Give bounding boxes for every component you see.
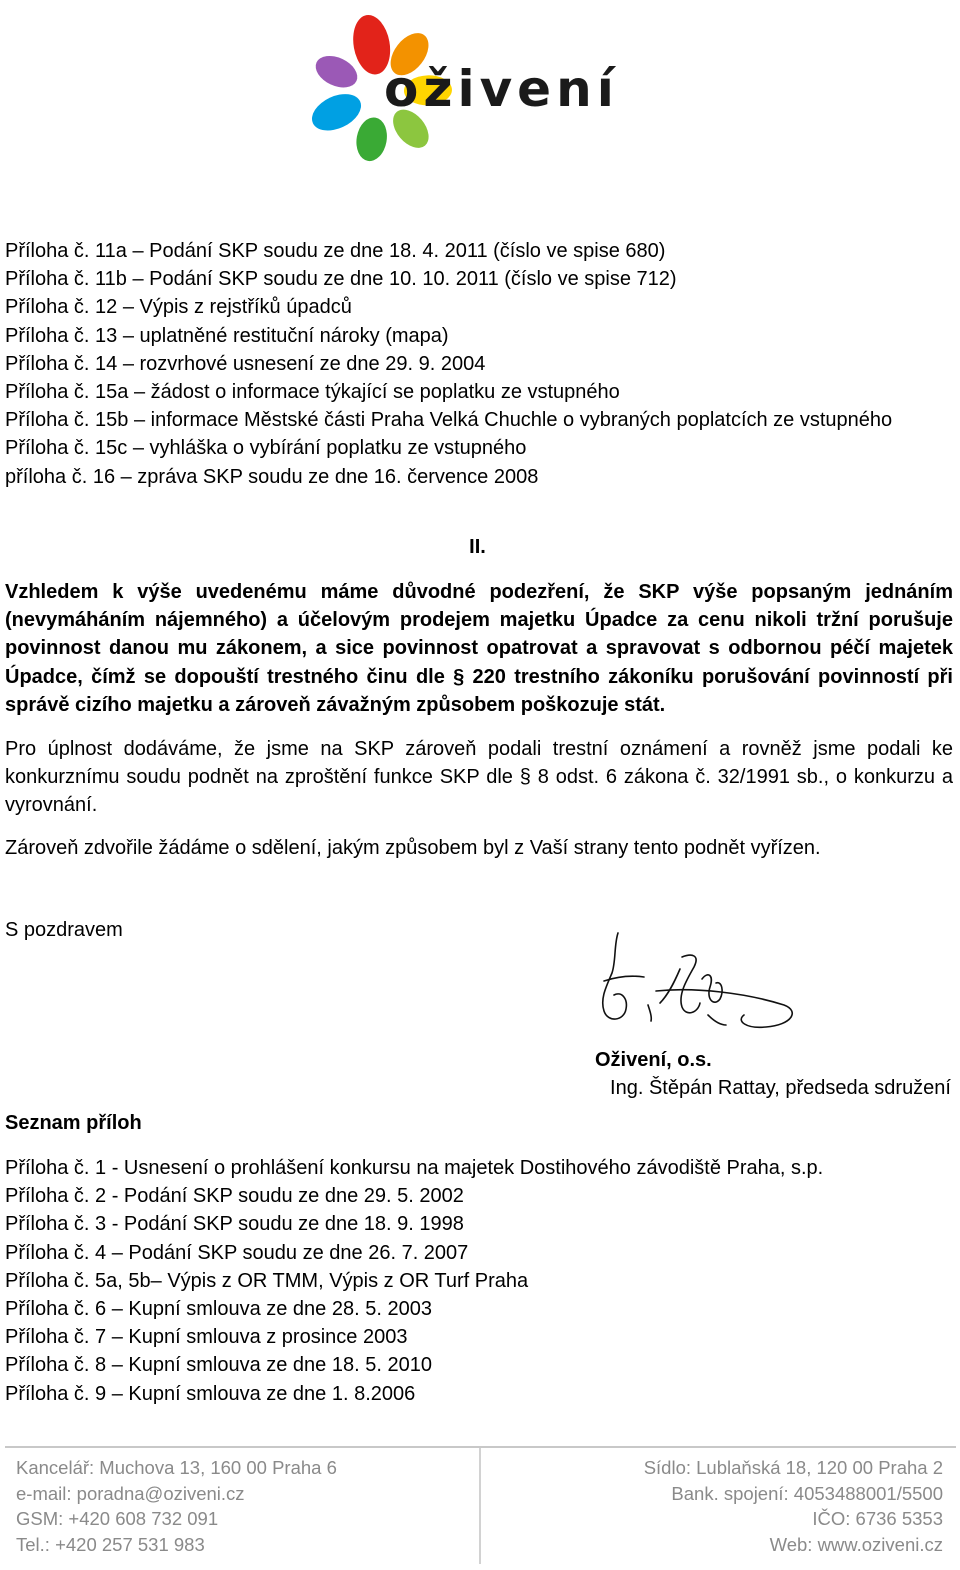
logo-wordmark: oživení (384, 60, 619, 118)
list-item: Příloha č. 7 – Kupní smlouva z prosince 2003 (5, 1326, 408, 1349)
list-item: Příloha č. 15c – vyhláška o vybírání poplatku ze vstupného (5, 437, 527, 460)
list-item: Příloha č. 8 – Kupní smlouva ze dne 18. 5. 2010 (5, 1354, 432, 1377)
list-item: Příloha č. 15a – žádost o informace týkající se poplatku ze vstupného (5, 380, 620, 403)
footer-bank-account: Bank. spojení: 4053488001/5500 (671, 1482, 943, 1504)
footer-web: Web: www.oziveni.cz (769, 1533, 943, 1555)
footer-office-address: Kancelář: Muchova 13, 160 00 Praha 6 (16, 1457, 337, 1478)
footer-ico: IČO: 6736 5353 (812, 1508, 943, 1529)
appendix-list-top (5, 237, 892, 491)
list-item: Příloha č. 11b – Podání SKP soudu ze dne 10. 10. 2011 (číslo ve spise 712) (5, 268, 677, 291)
list-item: Příloha č. 6 – Kupní smlouva ze dne 28. 5. 2003 (5, 1297, 432, 1320)
organization-name: Oživení, o.s. (595, 1049, 712, 1071)
footer-seat-address: Sídlo: Lublaňská 18, 120 00 Praha 2 (643, 1457, 943, 1478)
list-item: Příloha č. 12 – Výpis z rejstříků úpadců (5, 296, 352, 319)
list-item: Příloha č. 9 – Kupní smlouva ze dne 1. 8.2006 (5, 1382, 416, 1405)
footer-phone: Tel.: +420 257 531 983 (16, 1533, 205, 1555)
petal-darkgreen (353, 115, 390, 164)
greeting: S pozdravem (5, 919, 123, 941)
paragraph-request: Zároveň zdvořile žádáme o sdělení, jakým způsobem byl z Vaší strany tento podnět vyřízen. (5, 837, 821, 859)
list-item: Příloha č. 11a – Podání SKP soudu ze dne 18. 4. 2011 (číslo ve spise 680) (5, 240, 666, 262)
list-item: Příloha č. 13 – uplatněné restituční nároky (mapa) (5, 324, 449, 347)
list-item: Příloha č. 2 - Podání SKP soudu ze dne 29. 5. 2002 (5, 1185, 464, 1208)
signatory-name: Ing. Štěpán Rattay, předseda sdružení (610, 1077, 951, 1099)
list-item: Příloha č. 15b – informace Městské části Praha Velká Chuchle o vybraných poplatcích ze vstupného (5, 409, 893, 432)
list-item: Příloha č. 1 - Usnesení o prohlášení konkursu na majetek Dostihového závodiště Praha, s.p. (5, 1157, 824, 1179)
footer-contact-right (644, 1455, 943, 1557)
petal-purple (311, 50, 363, 94)
list-item: Příloha č. 3 - Podání SKP soudu ze dne 18. 9. 1998 (5, 1213, 464, 1236)
section-number: II. (469, 536, 486, 558)
attachments-title: Seznam příloh (5, 1112, 142, 1134)
list-item: Příloha č. 4 – Podání SKP soudu ze dne 26. 7. 2007 (5, 1241, 469, 1264)
list-item: Příloha č. 14 – rozvrhové usnesení ze dne 29. 9. 2004 (5, 352, 486, 375)
attachments-list (5, 1154, 823, 1408)
petal-blue (308, 87, 367, 138)
footer-contact-left (16, 1455, 337, 1557)
footer-email: e-mail: poradna@oziveni.cz (16, 1482, 245, 1504)
list-item: příloha č. 16 – zpráva SKP soudu ze dne 16. července 2008 (5, 465, 539, 488)
paragraph-complaint: Pro úplnost dodáváme, že jsme na SKP zároveň podali trestní oznámení a rovněž jsme podali ke konkurznímu soudu podnět na zproštění funkce SKP dle § 8 odst. 6 zákona č. 32/1991 sb., o konkurzu a vyrovnání. (5, 738, 953, 817)
list-item: Příloha č. 5a, 5b– Výpis z OR TMM, Výpis z OR Turf Praha (5, 1269, 529, 1292)
footer-gsm: GSM: +420 608 732 091 (16, 1508, 219, 1529)
handwritten-signature (596, 925, 801, 1035)
paragraph-suspicion: Vzhledem k výše uvedenému máme důvodné podezření, že SKP výše popsaným jednáním (nevymáháním nájemného) a účelovým prodejem majetku Úpadce za cenu nikoli tržní porušuje povinnost danou mu zákonem, a sice povinnost opatrovat a spravovat s odbornou péčí majetek Úpadce, čímž se dopouští trestného činu dle § 220 trestního zákoníku porušování povinností při správě cizího majetku a zároveň závažným způsobem poškozuje stát. (5, 581, 953, 716)
footer-column-divider (479, 1448, 481, 1564)
